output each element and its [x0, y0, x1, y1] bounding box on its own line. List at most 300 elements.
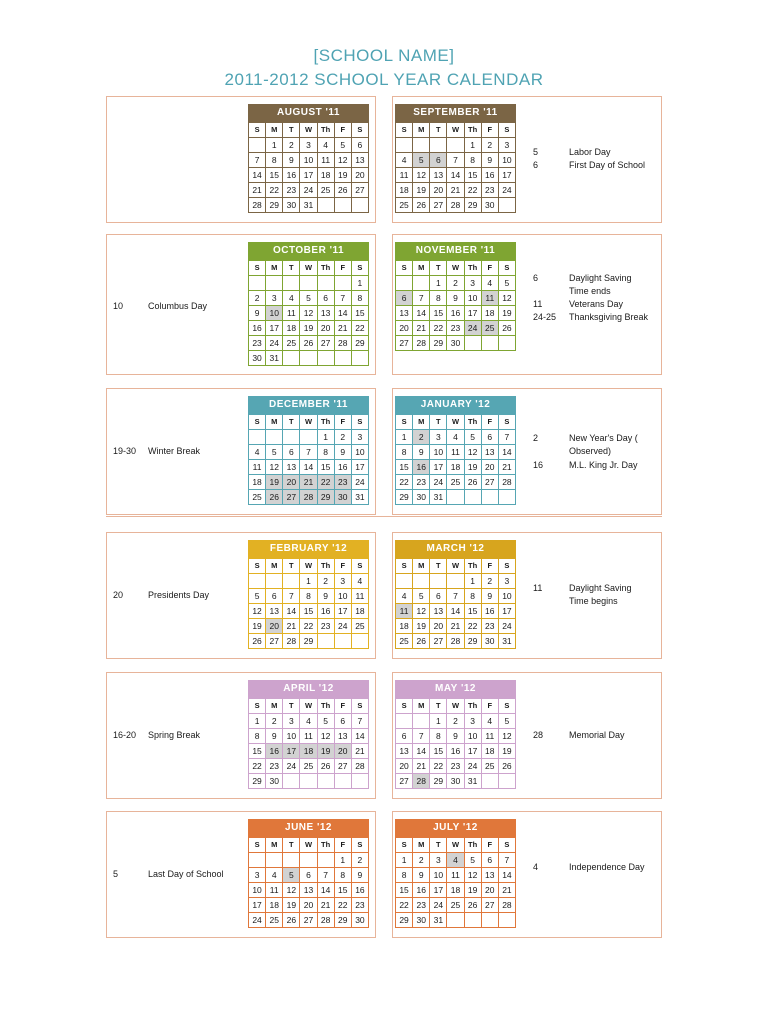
weekday-header: W — [300, 261, 317, 276]
day-cell: 29 — [266, 198, 283, 213]
day-cell: 16 — [317, 604, 334, 619]
day-cell: 8 — [317, 445, 334, 460]
day-cell: 5 — [498, 714, 515, 729]
weekday-header: S — [249, 415, 266, 430]
day-cell: 12 — [283, 883, 300, 898]
day-cell: 10 — [498, 153, 515, 168]
day-cell: 22 — [249, 759, 266, 774]
month-grid — [248, 414, 369, 505]
day-cell: 23 — [351, 898, 368, 913]
empty-cell — [447, 490, 464, 505]
day-cell: 14 — [351, 729, 368, 744]
day-cell: 6 — [317, 291, 334, 306]
day-cell: 4 — [447, 853, 464, 868]
title-line-1: [SCHOOL NAME] — [313, 46, 455, 65]
day-cell: 6 — [396, 729, 413, 744]
day-cell: 8 — [430, 729, 447, 744]
day-cell: 9 — [266, 729, 283, 744]
day-cell: 27 — [396, 336, 413, 351]
day-cell: 5 — [498, 276, 515, 291]
day-cell: 19 — [334, 168, 351, 183]
day-cell: 9 — [481, 589, 498, 604]
weekday-header: S — [396, 415, 413, 430]
weekday-header: F — [334, 123, 351, 138]
day-cell: 18 — [317, 168, 334, 183]
empty-cell — [447, 574, 464, 589]
weekday-header: T — [283, 699, 300, 714]
month-calendar — [248, 680, 369, 789]
weekday-header: S — [249, 699, 266, 714]
empty-cell — [481, 913, 498, 928]
day-cell: 30 — [481, 634, 498, 649]
weekday-header: S — [498, 838, 515, 853]
day-cell: 30 — [283, 198, 300, 213]
day-cell: 30 — [481, 198, 498, 213]
weekday-header: M — [413, 415, 430, 430]
day-cell: 7 — [283, 589, 300, 604]
day-cell: 20 — [317, 321, 334, 336]
day-cell: 29 — [396, 490, 413, 505]
day-cell: 27 — [317, 336, 334, 351]
empty-cell — [351, 774, 368, 789]
weekday-header: F — [334, 559, 351, 574]
weekday-header: T — [430, 261, 447, 276]
day-cell: 4 — [481, 276, 498, 291]
day-cell: 20 — [396, 759, 413, 774]
day-cell: 30 — [334, 490, 351, 505]
day-cell: 8 — [396, 868, 413, 883]
weekday-header: W — [447, 415, 464, 430]
day-cell: 24 — [498, 183, 515, 198]
empty-cell — [498, 198, 515, 213]
day-cell: 29 — [464, 634, 481, 649]
month-calendar — [248, 104, 369, 213]
month-grid — [395, 122, 516, 213]
day-cell: 21 — [300, 475, 317, 490]
empty-cell — [249, 138, 266, 153]
day-cell: 1 — [464, 138, 481, 153]
day-cell: 9 — [413, 868, 430, 883]
empty-cell — [481, 336, 498, 351]
weekday-header: Th — [317, 261, 334, 276]
day-cell: 23 — [283, 183, 300, 198]
day-cell: 12 — [498, 291, 515, 306]
weekday-header: S — [249, 123, 266, 138]
event-name: Independence Day — [569, 862, 645, 872]
day-cell: 12 — [334, 153, 351, 168]
empty-cell — [334, 774, 351, 789]
day-cell: 8 — [396, 445, 413, 460]
day-cell: 17 — [430, 883, 447, 898]
day-cell: 8 — [430, 291, 447, 306]
day-cell: 30 — [351, 913, 368, 928]
day-cell: 17 — [266, 321, 283, 336]
day-cell: 10 — [464, 291, 481, 306]
day-cell: 14 — [249, 168, 266, 183]
month-grid — [395, 558, 516, 649]
day-cell: 29 — [430, 774, 447, 789]
day-cell: 18 — [351, 604, 368, 619]
day-cell: 21 — [498, 883, 515, 898]
day-cell: 23 — [249, 336, 266, 351]
day-cell: 19 — [464, 460, 481, 475]
weekday-header: Th — [317, 415, 334, 430]
day-cell: 7 — [351, 714, 368, 729]
day-cell: 15 — [464, 604, 481, 619]
day-cell: 23 — [447, 759, 464, 774]
day-cell: 25 — [481, 321, 498, 336]
day-cell: 5 — [464, 430, 481, 445]
month-title: MARCH '12 — [395, 540, 516, 558]
day-cell: 20 — [430, 619, 447, 634]
event-name: Memorial Day — [569, 730, 625, 740]
empty-cell — [464, 490, 481, 505]
weekday-header: M — [266, 559, 283, 574]
day-cell: 19 — [266, 475, 283, 490]
day-cell: 10 — [266, 306, 283, 321]
day-cell: 31 — [464, 774, 481, 789]
month-calendar — [248, 242, 369, 366]
day-cell: 25 — [447, 475, 464, 490]
day-cell: 5 — [413, 589, 430, 604]
weekday-header: S — [396, 838, 413, 853]
month-calendar — [248, 396, 369, 505]
day-cell: 16 — [447, 744, 464, 759]
day-cell: 22 — [464, 619, 481, 634]
event-date: 11 — [533, 299, 543, 309]
day-cell: 27 — [300, 913, 317, 928]
day-cell: 7 — [498, 430, 515, 445]
empty-cell — [334, 276, 351, 291]
day-cell: 3 — [266, 291, 283, 306]
weekday-header: W — [447, 559, 464, 574]
weekday-header: W — [300, 559, 317, 574]
day-cell: 23 — [481, 619, 498, 634]
day-cell: 27 — [430, 634, 447, 649]
day-cell: 13 — [481, 868, 498, 883]
event-name: Veterans Day — [569, 299, 624, 309]
day-cell: 12 — [413, 604, 430, 619]
empty-cell — [317, 351, 334, 366]
day-cell: 5 — [300, 291, 317, 306]
empty-cell — [249, 276, 266, 291]
day-cell: 11 — [396, 168, 413, 183]
empty-cell — [317, 774, 334, 789]
day-cell: 17 — [464, 306, 481, 321]
month-title: AUGUST '11 — [248, 104, 369, 122]
day-cell: 11 — [447, 868, 464, 883]
empty-cell — [396, 574, 413, 589]
day-cell: 30 — [447, 336, 464, 351]
day-cell: 6 — [300, 868, 317, 883]
weekday-header: Th — [464, 261, 481, 276]
day-cell: 23 — [413, 475, 430, 490]
month-calendar — [395, 540, 516, 649]
day-cell: 25 — [447, 898, 464, 913]
weekday-header: S — [249, 559, 266, 574]
event-name: Thanksgiving Break — [569, 312, 649, 322]
month-title: JUNE '12 — [248, 819, 369, 837]
day-cell: 26 — [266, 490, 283, 505]
day-cell: 20 — [351, 168, 368, 183]
day-cell: 26 — [498, 321, 515, 336]
day-cell: 3 — [498, 138, 515, 153]
empty-cell — [464, 336, 481, 351]
empty-cell — [283, 351, 300, 366]
day-cell: 22 — [464, 183, 481, 198]
empty-cell — [283, 574, 300, 589]
day-cell: 19 — [317, 744, 334, 759]
day-cell: 14 — [413, 306, 430, 321]
event-name: Daylight Saving Time begins — [569, 583, 632, 606]
month-grid — [395, 698, 516, 789]
day-cell: 31 — [351, 490, 368, 505]
weekday-header: F — [481, 261, 498, 276]
day-cell: 27 — [481, 475, 498, 490]
day-cell: 2 — [481, 138, 498, 153]
day-cell: 24 — [498, 619, 515, 634]
day-cell: 21 — [334, 321, 351, 336]
day-cell: 8 — [334, 868, 351, 883]
day-cell: 13 — [334, 729, 351, 744]
day-cell: 2 — [481, 574, 498, 589]
day-cell: 23 — [334, 475, 351, 490]
day-cell: 6 — [430, 589, 447, 604]
weekday-header: S — [396, 559, 413, 574]
day-cell: 28 — [498, 898, 515, 913]
day-cell: 12 — [249, 604, 266, 619]
weekday-header: S — [351, 838, 368, 853]
empty-cell — [334, 198, 351, 213]
weekday-header: W — [447, 123, 464, 138]
day-cell: 26 — [283, 913, 300, 928]
day-cell: 2 — [317, 574, 334, 589]
weekday-header: W — [447, 261, 464, 276]
day-cell: 3 — [249, 868, 266, 883]
day-cell: 7 — [334, 291, 351, 306]
day-cell: 3 — [430, 853, 447, 868]
day-cell: 24 — [249, 913, 266, 928]
month-title: MAY '12 — [395, 680, 516, 698]
day-cell: 20 — [266, 619, 283, 634]
month-grid — [248, 558, 369, 649]
day-cell: 6 — [396, 291, 413, 306]
empty-cell — [317, 634, 334, 649]
empty-cell — [447, 913, 464, 928]
day-cell: 27 — [283, 490, 300, 505]
weekday-header: Th — [317, 123, 334, 138]
day-cell: 30 — [413, 490, 430, 505]
day-cell: 20 — [481, 883, 498, 898]
day-cell: 19 — [413, 183, 430, 198]
month-calendar — [395, 819, 516, 928]
weekday-header: S — [351, 559, 368, 574]
day-cell: 27 — [396, 774, 413, 789]
weekday-header: S — [498, 415, 515, 430]
day-cell: 9 — [413, 445, 430, 460]
day-cell: 11 — [396, 604, 413, 619]
day-cell: 25 — [396, 198, 413, 213]
day-cell: 13 — [430, 168, 447, 183]
day-cell: 2 — [249, 291, 266, 306]
day-cell: 17 — [498, 604, 515, 619]
day-cell: 17 — [283, 744, 300, 759]
day-cell: 10 — [430, 445, 447, 460]
day-cell: 2 — [283, 138, 300, 153]
day-cell: 5 — [266, 445, 283, 460]
day-cell: 29 — [317, 490, 334, 505]
day-cell: 12 — [413, 168, 430, 183]
day-cell: 14 — [498, 868, 515, 883]
weekday-header: F — [481, 699, 498, 714]
day-cell: 27 — [351, 183, 368, 198]
event-date: 10 — [113, 301, 124, 311]
day-cell: 10 — [283, 729, 300, 744]
day-cell: 29 — [334, 913, 351, 928]
day-cell: 19 — [249, 619, 266, 634]
day-cell: 5 — [334, 138, 351, 153]
weekday-header: T — [283, 559, 300, 574]
event-name: Winter Break — [148, 446, 201, 456]
month-title: DECEMBER '11 — [248, 396, 369, 414]
day-cell: 24 — [351, 475, 368, 490]
day-cell: 28 — [334, 336, 351, 351]
day-cell: 15 — [334, 883, 351, 898]
day-cell: 22 — [317, 475, 334, 490]
empty-cell — [396, 138, 413, 153]
day-cell: 15 — [430, 744, 447, 759]
month-grid — [248, 122, 369, 213]
empty-cell — [413, 276, 430, 291]
day-cell: 16 — [351, 883, 368, 898]
day-cell: 2 — [413, 430, 430, 445]
day-cell: 3 — [334, 574, 351, 589]
month-calendar — [248, 819, 369, 928]
day-cell: 1 — [334, 853, 351, 868]
day-cell: 13 — [396, 306, 413, 321]
day-cell: 4 — [396, 153, 413, 168]
day-cell: 11 — [266, 883, 283, 898]
day-cell: 11 — [447, 445, 464, 460]
day-cell: 17 — [334, 604, 351, 619]
day-cell: 12 — [317, 729, 334, 744]
empty-cell — [317, 853, 334, 868]
day-cell: 13 — [396, 744, 413, 759]
day-cell: 19 — [300, 321, 317, 336]
day-cell: 26 — [317, 759, 334, 774]
event-date: 2 — [533, 433, 539, 443]
empty-cell — [334, 634, 351, 649]
day-cell: 4 — [249, 445, 266, 460]
empty-cell — [317, 198, 334, 213]
day-cell: 8 — [351, 291, 368, 306]
day-cell: 11 — [300, 729, 317, 744]
day-cell: 8 — [300, 589, 317, 604]
day-cell: 17 — [249, 898, 266, 913]
day-cell: 4 — [351, 574, 368, 589]
day-cell: 9 — [334, 445, 351, 460]
empty-cell — [300, 276, 317, 291]
day-cell: 7 — [300, 445, 317, 460]
day-cell: 24 — [430, 898, 447, 913]
day-cell: 6 — [351, 138, 368, 153]
day-cell: 27 — [481, 898, 498, 913]
day-cell: 1 — [266, 138, 283, 153]
month-title: OCTOBER '11 — [248, 242, 369, 260]
day-cell: 16 — [413, 883, 430, 898]
day-cell: 16 — [413, 460, 430, 475]
weekday-header: Th — [317, 838, 334, 853]
event-name: Last Day of School — [148, 869, 224, 879]
day-cell: 30 — [266, 774, 283, 789]
day-cell: 28 — [300, 490, 317, 505]
day-cell: 22 — [396, 898, 413, 913]
weekday-header: S — [396, 699, 413, 714]
day-cell: 10 — [351, 445, 368, 460]
day-cell: 7 — [447, 589, 464, 604]
month-calendar — [395, 242, 516, 351]
day-cell: 9 — [249, 306, 266, 321]
day-cell: 9 — [447, 291, 464, 306]
weekday-header: M — [266, 123, 283, 138]
day-cell: 13 — [351, 153, 368, 168]
day-cell: 5 — [283, 868, 300, 883]
weekday-header: S — [498, 699, 515, 714]
day-cell: 10 — [249, 883, 266, 898]
day-cell: 1 — [351, 276, 368, 291]
day-cell: 29 — [430, 336, 447, 351]
event-date: 5 — [113, 869, 119, 879]
day-cell: 18 — [396, 619, 413, 634]
day-cell: 17 — [464, 744, 481, 759]
event-date: 16 — [533, 460, 544, 470]
day-cell: 13 — [317, 306, 334, 321]
day-cell: 2 — [334, 430, 351, 445]
day-cell: 16 — [266, 744, 283, 759]
day-cell: 29 — [351, 336, 368, 351]
weekday-header: S — [396, 261, 413, 276]
weekday-header: Th — [464, 838, 481, 853]
day-cell: 25 — [249, 490, 266, 505]
empty-cell — [266, 574, 283, 589]
day-cell: 15 — [300, 604, 317, 619]
empty-cell — [430, 138, 447, 153]
day-cell: 28 — [317, 913, 334, 928]
empty-cell — [447, 138, 464, 153]
weekday-header: M — [413, 559, 430, 574]
event-date: 6 — [533, 273, 539, 283]
day-cell: 2 — [447, 276, 464, 291]
day-cell: 21 — [413, 321, 430, 336]
day-cell: 3 — [498, 574, 515, 589]
day-cell: 28 — [413, 336, 430, 351]
day-cell: 1 — [396, 853, 413, 868]
weekday-header: M — [413, 123, 430, 138]
empty-cell — [300, 853, 317, 868]
day-cell: 21 — [283, 619, 300, 634]
month-grid — [395, 837, 516, 928]
weekday-header: F — [481, 559, 498, 574]
event-date: 20 — [113, 590, 124, 600]
empty-cell — [249, 853, 266, 868]
day-cell: 26 — [413, 198, 430, 213]
day-cell: 14 — [283, 604, 300, 619]
empty-cell — [430, 574, 447, 589]
day-cell: 16 — [249, 321, 266, 336]
day-cell: 4 — [447, 430, 464, 445]
day-cell: 17 — [430, 460, 447, 475]
day-cell: 10 — [464, 729, 481, 744]
